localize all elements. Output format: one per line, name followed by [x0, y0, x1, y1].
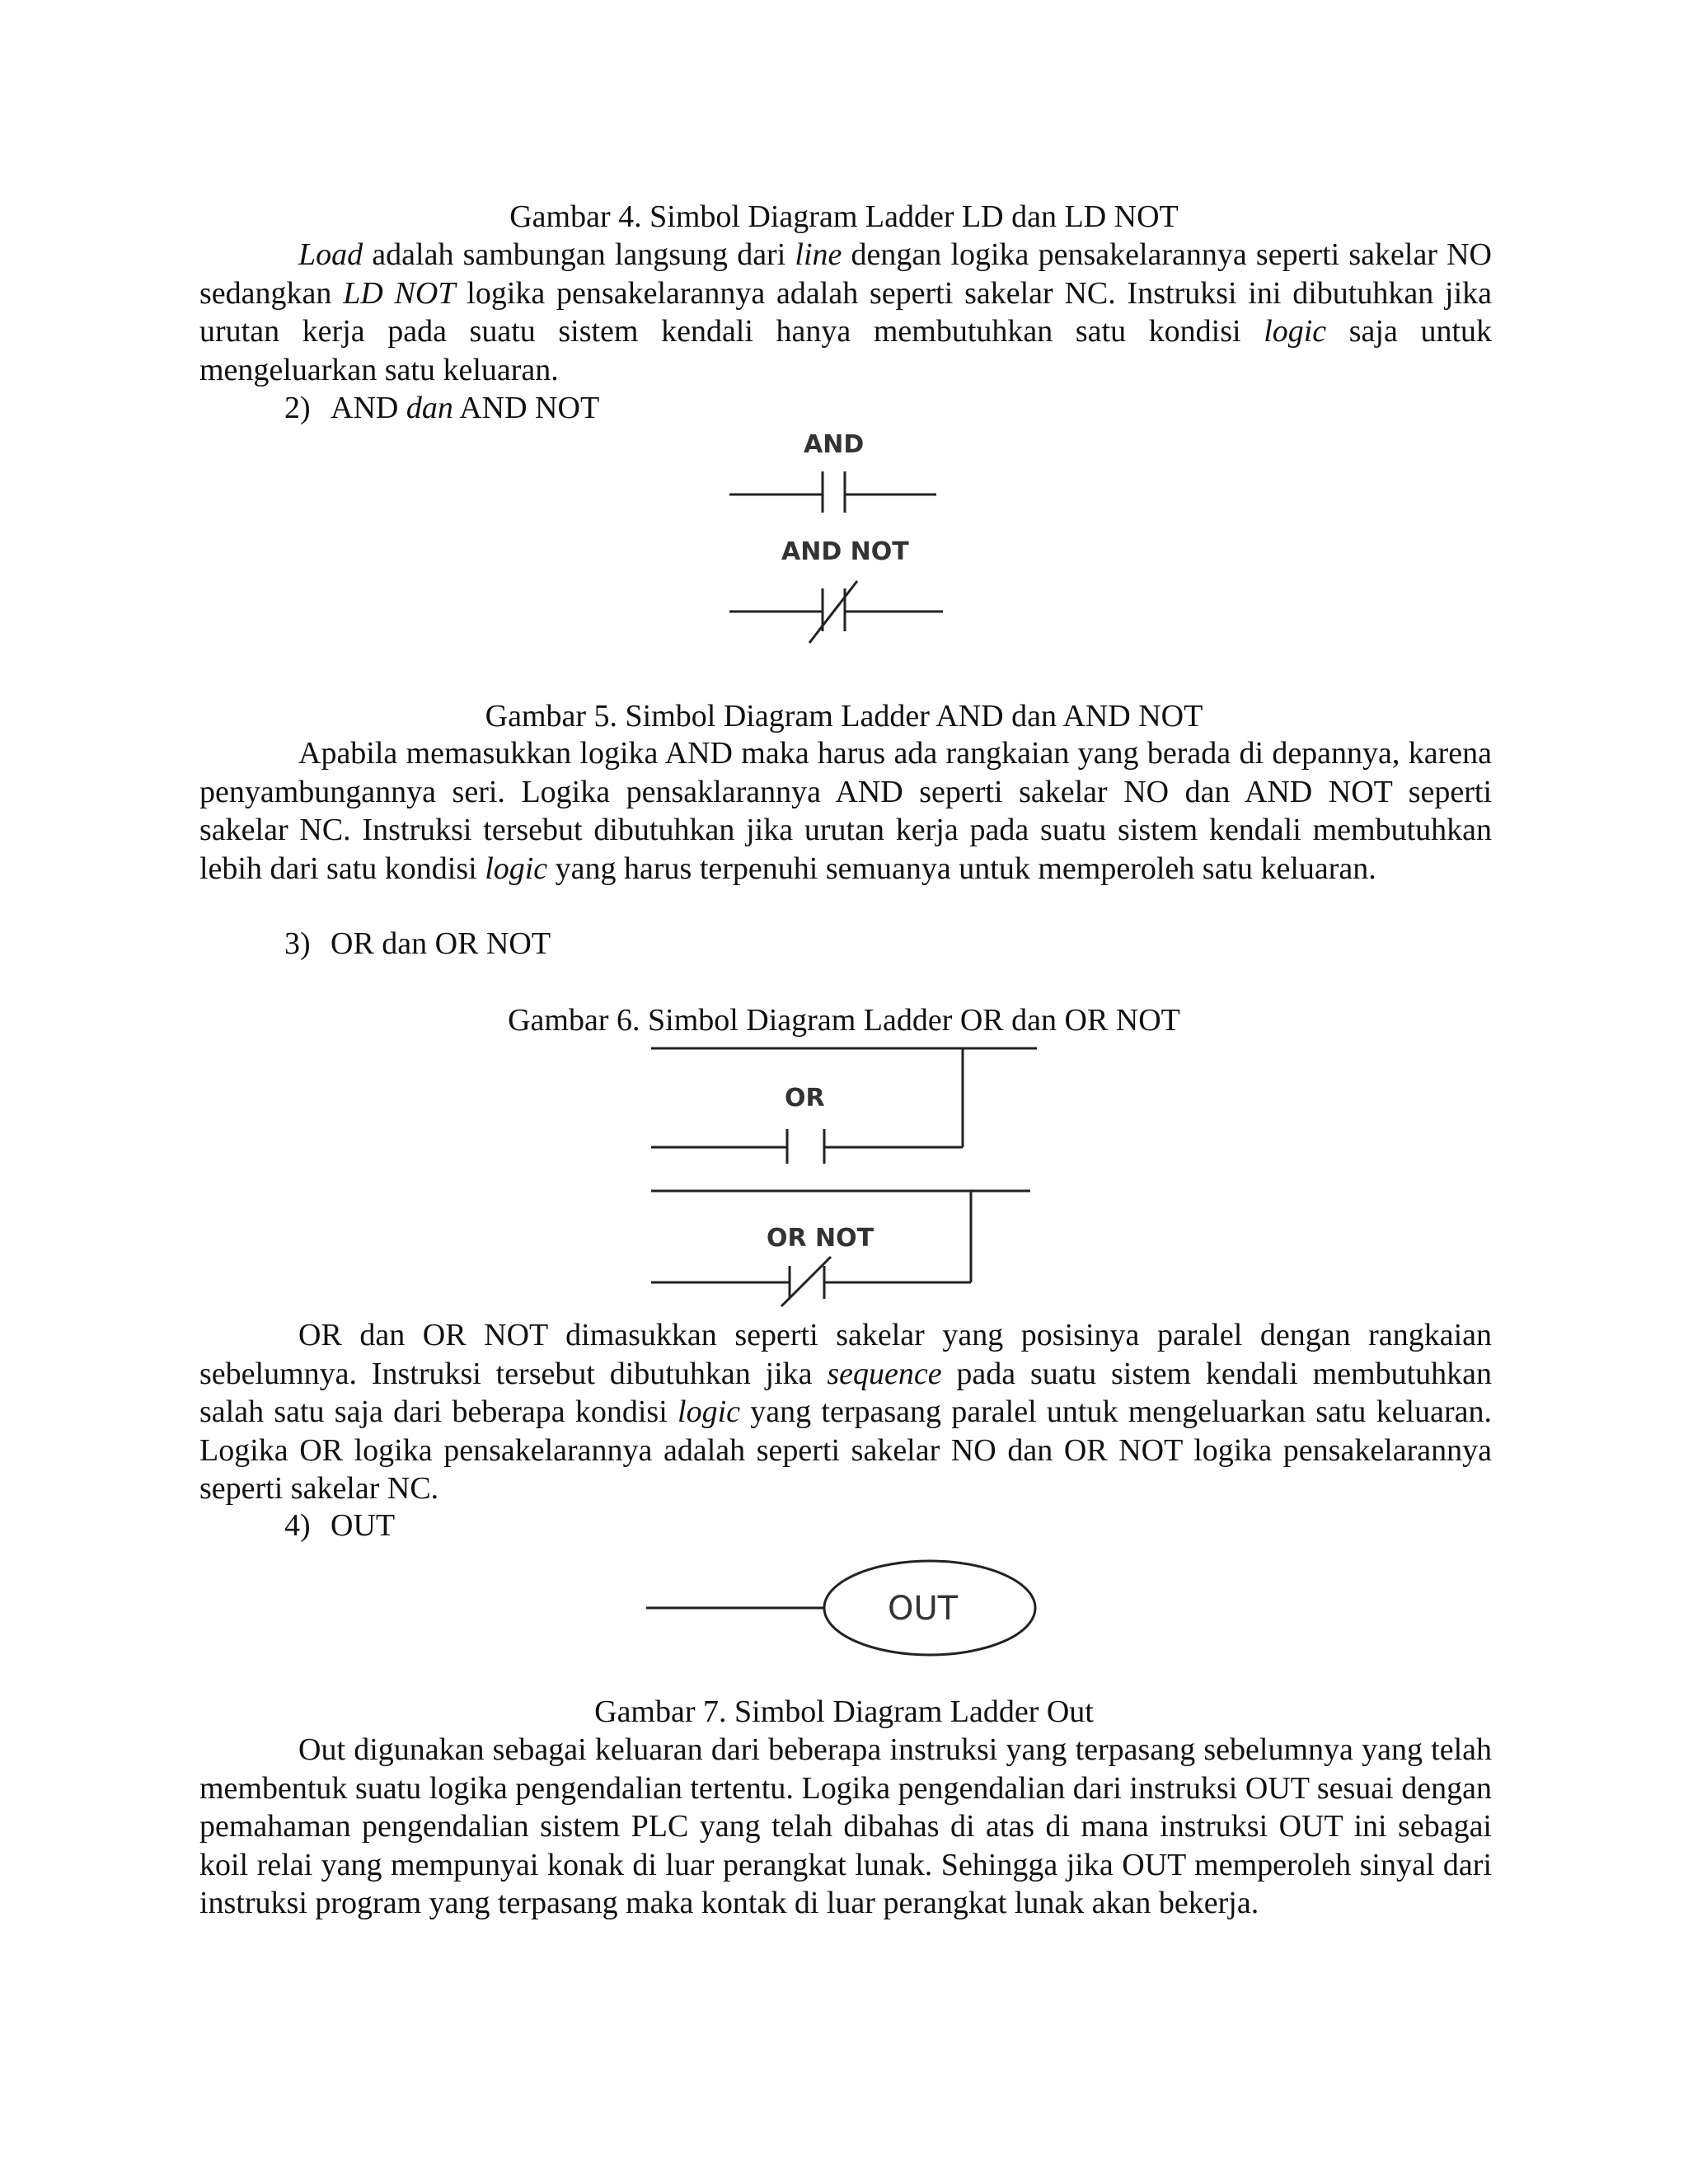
list-number: 2): [284, 391, 311, 425]
figure-7-out-symbol: [643, 1554, 1039, 1661]
term-dan: dan: [406, 391, 453, 425]
list-number: 4): [284, 1508, 311, 1543]
text-span: dengan logika pensakelarannya seperti sakelar NO sedangkan: [199, 237, 1492, 311]
text-span: Apabila memasukkan logika AND maka harus ada rangkaian yang berada di depannya, karena penyambungannya seri. Logika pensaklarannya AND seperti sakelar NO dan AND NOT seperti sakelar NC. Instruksi tersebut dibutuhkan jika urutan kerja pada suatu sistem kendali membutuhkan lebih dari satu kondisi: [199, 736, 1492, 886]
term-load: Load: [298, 237, 363, 272]
figure-6-or-symbols: [643, 1038, 1039, 1315]
text-span: OR dan OR NOT dimasukkan seperti sakelar yang posisinya paralel dengan rangkaian sebelumnya. Instruksi tersebut dibutuhkan jika: [199, 1318, 1492, 1391]
or-label: OR: [785, 1084, 825, 1113]
list-number: 3): [284, 926, 311, 961]
text-span: OR dan OR NOT: [331, 926, 551, 961]
term-logic: logic: [678, 1394, 741, 1429]
or-not-label: OR NOT: [767, 1224, 874, 1253]
paragraph-load: [199, 236, 1492, 389]
figure-5-caption: Gambar 5. Simbol Diagram Ladder AND dan AND NOT: [485, 699, 1203, 733]
figure-5-and-symbols: [717, 420, 964, 659]
figure-4-caption: Gambar 4. Simbol Diagram Ladder LD dan LD NOT: [509, 199, 1179, 234]
figure-6-caption: Gambar 6. Simbol Diagram Ladder OR dan OR NOT: [508, 1003, 1180, 1038]
text-span: adalah sambungan langsung dari: [363, 237, 795, 272]
paragraph-or: [199, 1316, 1492, 1508]
term-logic: logic: [1264, 314, 1327, 349]
figure-7-caption: Gambar 7. Simbol Diagram Ladder Out: [594, 1694, 1094, 1729]
list-item-or: [284, 925, 551, 963]
text-span: logika pensakelarannya adalah seperti sakelar NC. Instruksi ini dibutuhkan jika urutan kerja pada suatu sistem kendali hanya membutuhkan satu kondisi: [199, 275, 1493, 349]
term-ld-not: LD NOT: [343, 275, 456, 311]
list-item-out: [284, 1507, 395, 1544]
text-span: yang terpasang paralel untuk mengeluarkan satu keluaran. Logika OR logika pensakelarannya adalah seperti sakelar NO dan OR NOT logika pensakelarannya seperti sakelar NC.: [199, 1394, 1493, 1506]
and-not-label: AND NOT: [781, 537, 909, 566]
text-span: OUT: [331, 1508, 396, 1543]
out-label: OUT: [888, 1590, 959, 1628]
paragraph-and: [199, 734, 1492, 888]
list-item-and: [284, 389, 599, 427]
paragraph-out: Out digunakan sebagai keluaran dari beberapa instruksi yang terpasang sebelumnya yang telah membentuk suatu logika pengendalian tertentu. Logika pengendalian dari instruksi OUT sesuai dengan pemahaman pengendalian sistem PLC yang telah dibahas di atas di mana instruksi OUT ini sebagai koil relai yang mempunyai konak di luar perangkat lunak. Sehingga jika OUT memperoleh sinyal dari instruksi program yang terpasang maka kontak di luar perangkat lunak akan bekerja.: [199, 1732, 1492, 1920]
text-span: saja untuk mengeluarkan satu keluaran.: [199, 314, 1493, 387]
term-sequence: sequence: [827, 1356, 942, 1391]
text-span: pada suatu sistem kendali membutuhkan salah satu saja dari beberapa kondisi: [199, 1356, 1493, 1429]
text-span: AND NOT: [452, 391, 600, 425]
and-label: AND: [804, 430, 865, 459]
term-logic: logic: [485, 851, 548, 886]
term-line: line: [795, 237, 842, 272]
text-span: AND: [331, 391, 406, 425]
text-span: yang harus terpenuhi semuanya untuk memperoleh satu keluaran.: [547, 851, 1376, 886]
